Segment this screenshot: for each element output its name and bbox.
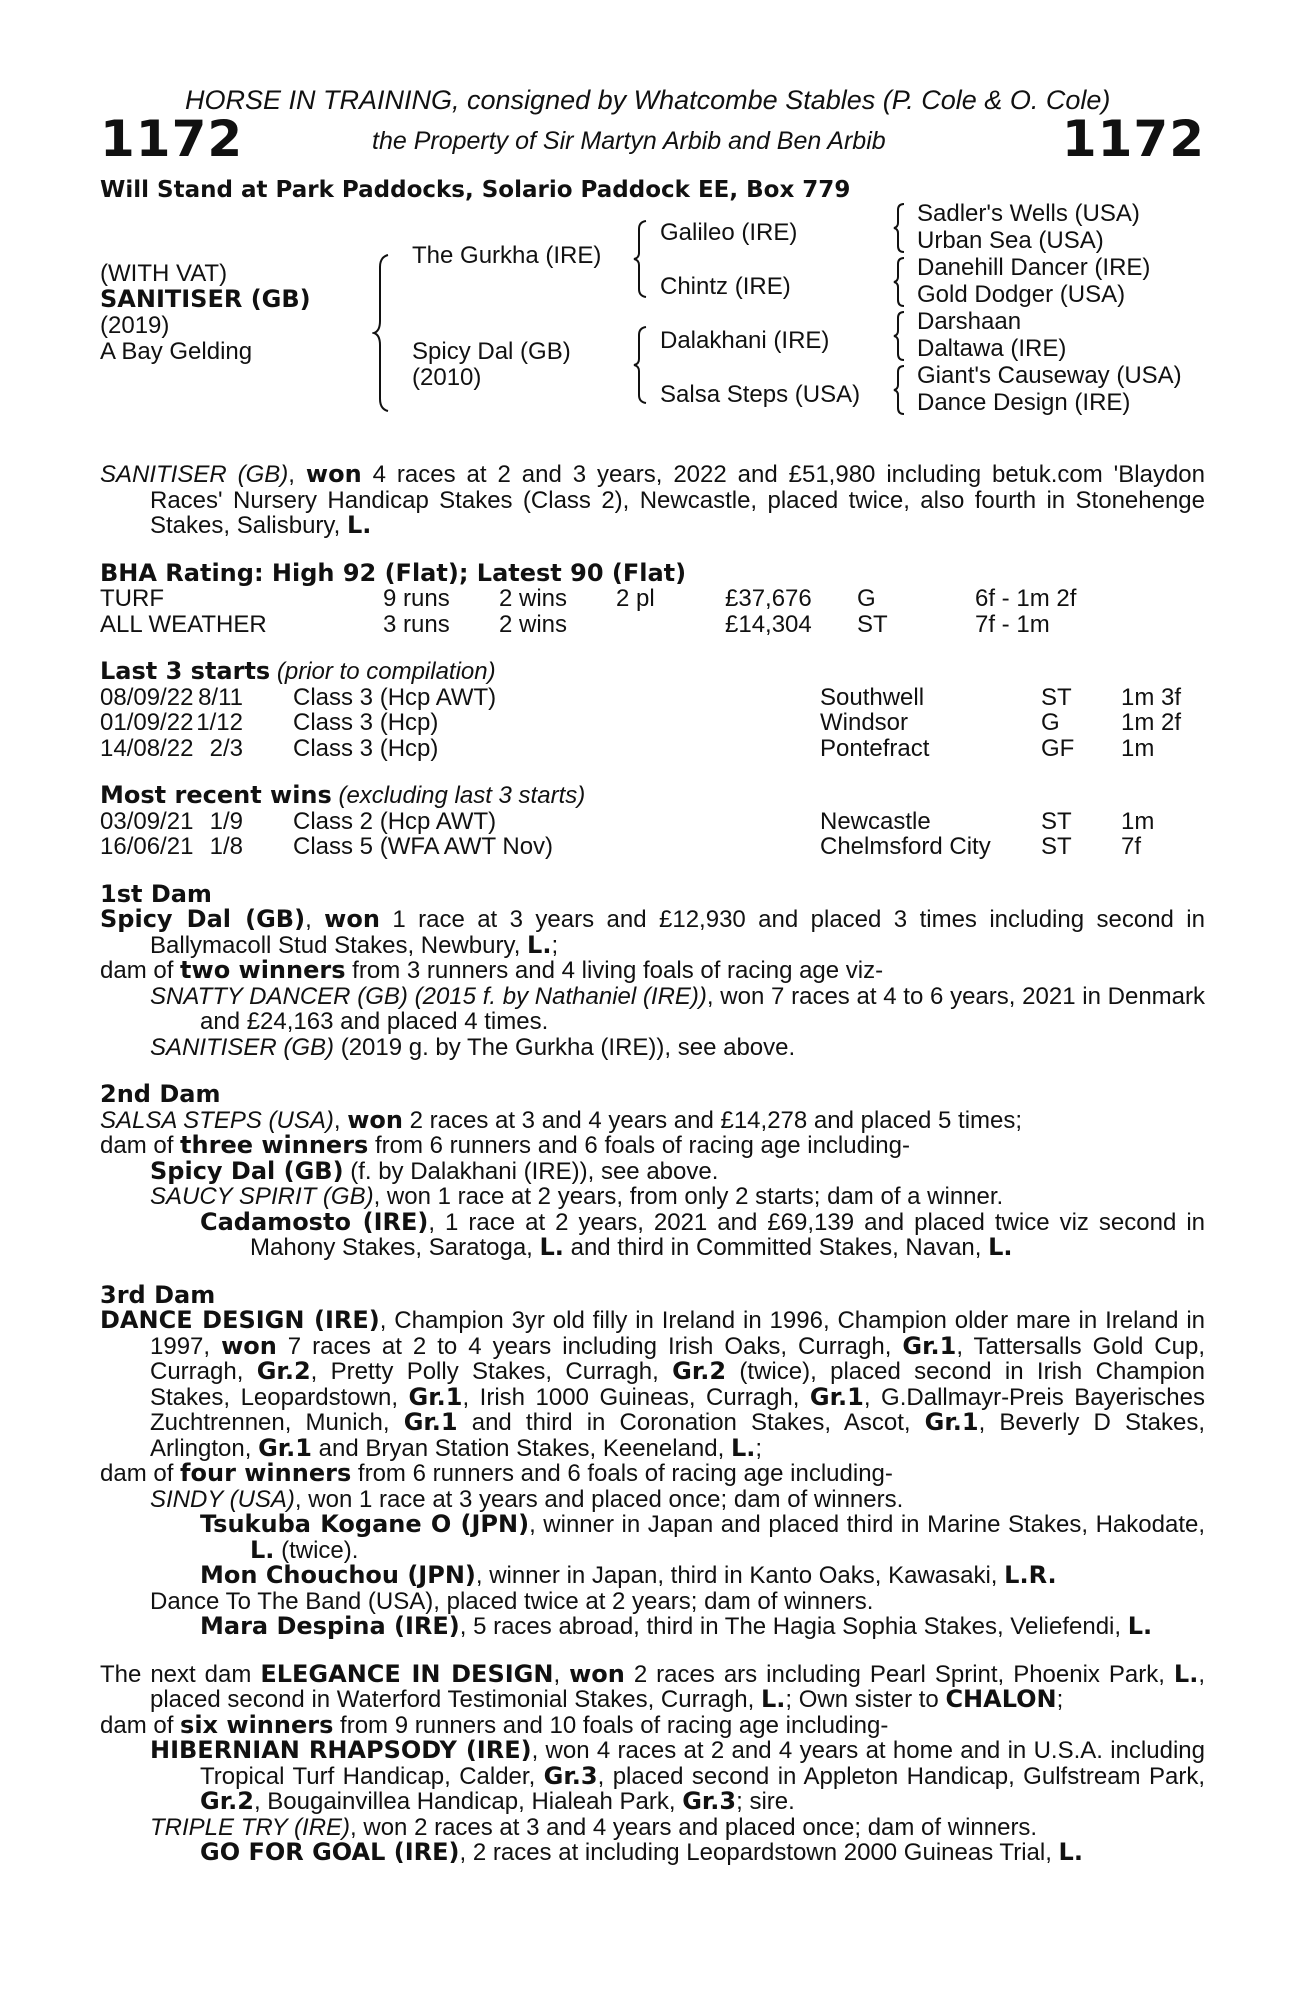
summary-listed: L. [346,511,372,539]
grade-label: Gr.1 [258,1433,312,1462]
bha-going: G [857,585,876,612]
progeny-record: , won 1 race at 2 years, from only 2 starts; dam of a winner. [373,1183,1004,1210]
winners-count: six winners [180,1710,334,1739]
body-text [100,462,1205,1866]
punct: , [333,1106,348,1134]
progeny-name: SNATTY DANCER (GB) (2015 f. by Nathaniel (IRE)) [150,982,707,1010]
win-position: 1/8 [209,833,243,860]
recent-wins-note: (excluding last 3 starts) [331,782,586,809]
start-date: 01/09/22 [100,709,194,736]
property-line: the Property of Sir Martyn Arbib and Ben Arbib [372,127,886,155]
grade-label: Gr.1 [403,1408,458,1436]
win-row [100,834,1205,860]
grand-progeny-name: Mon Chouchou (JPN) [200,1561,476,1589]
last-starts-note: (prior to compilation) [270,658,496,685]
grade-label: Gr.2 [200,1787,254,1815]
bha-placed: 2 pl [616,585,655,612]
start-row [100,685,1205,711]
start-distance: 1m 3f [1121,683,1182,711]
listed-label: L. [1173,1659,1199,1688]
foals-summary: from 6 runners and 6 foals of racing age including- [351,1460,893,1487]
brace-g3 [892,310,908,362]
sister-name: CHALON [945,1685,1057,1713]
listed-label: L. [1127,1612,1153,1640]
bha-title: BHA Rating: High 92 (Flat); Latest 90 (Flat) [100,558,687,587]
start-class: Class 3 (Hcp AWT) [293,683,497,711]
stand-location: Will Stand at Park Paddocks, Solario Paddock EE, Box 779 [100,177,851,203]
progeny-name: Spicy Dal (GB) [150,1156,344,1185]
summary-text: 4 races at 2 and 3 years, 2022 and £51,980 including betuk.com 'Blaydon Races' Nursery Handicap Stakes (Class 2), Newcastle, placed twice, also fourth in Stonehenge Stakes, Salisbury, [150,461,1205,539]
grade-label: Gr.3 [682,1787,737,1815]
grand-progeny-name: Mara Despina (IRE) [200,1612,460,1640]
progeny-record: , winner in Japan, third in Kanto Oaks, Kawasaki, [475,1562,1005,1589]
horse-name: SANITISER (GB) [100,285,311,313]
bha-prize: £14,304 [725,610,812,638]
win-date: 16/06/21 [100,833,194,860]
second-dam-record: 2 races at 3 and 4 years and £14,278 and placed 5 times; [402,1106,1023,1134]
punct: ; [551,931,559,959]
start-going: ST [1041,683,1072,711]
win-course: Newcastle [820,807,931,835]
record-text: (twice), placed second in Irish Champion Stakes, Leopardstown, [150,1358,1206,1411]
start-date: 08/09/22 [100,683,194,711]
summary-horse-name: SANITISER (GB) [100,461,289,488]
third-dam-title: 3rd Dam [100,1280,216,1309]
progeny-record: (2019 g. by The Gurkha (IRE)), see above. [334,1033,796,1061]
foals-summary: from 6 runners and 6 foals of racing age including- [368,1132,910,1159]
progeny-name: SAUCY SPIRIT (GB) [150,1183,374,1210]
bha-surface: ALL WEATHER [100,610,267,638]
pedigree-g-sdd: Gold Dodger (USA) [917,281,1126,308]
progeny-record: , winner in Japan and placed third in Marine Stakes, Hakodate, [529,1511,1205,1538]
second-dam-title: 2nd Dam [100,1080,221,1108]
record-text: , Pretty Polly Stakes, Curragh, [310,1358,673,1385]
listed-label: L. [250,1535,275,1564]
start-class: Class 3 (Hcp) [293,709,439,736]
bha-runs: 9 runs [383,585,450,612]
pedigree-g-dsd: Daltawa (IRE) [917,335,1067,362]
foals-summary: from 9 runners and 10 foals of racing age including- [333,1711,889,1739]
lot-number-left: 1172 [100,110,244,168]
progeny-record: , 1 race at 2 years, 2021 and £69,139 and placed twice viz second in Mahony Stakes, Saratoga, [250,1208,1205,1261]
record-text: , G.Dallmayr-Preis Bayerisches Zuchtrennen, Munich, [150,1383,1205,1436]
record-text: , Tattersalls Gold Cup, Curragh, [150,1332,1205,1385]
win-going: ST [1041,833,1072,860]
start-going: G [1041,709,1060,736]
last-starts-title: Last 3 starts [100,657,271,685]
progeny-record: , 5 races abroad, third in The Hagia Sophia Stakes, Veliefendi, [459,1613,1128,1640]
bha-wins: 2 wins [499,610,568,638]
dam-of-label: dam of [100,957,181,984]
start-row [100,710,1205,736]
record-text: and Bryan Station Stakes, Keeneland, [312,1434,731,1462]
win-course: Chelmsford City [820,833,991,860]
record-text: , placed second in Waterford Testimonial Stakes, Curragh, [150,1660,1205,1713]
consignor-line: HORSE IN TRAINING, consigned by Whatcombe Stables (P. Cole & O. Cole) [185,85,1111,115]
progeny-name: TRIPLE TRY (IRE) [150,1813,351,1841]
grade-label: Gr.1 [902,1331,957,1360]
progeny-record: Dance To The Band (USA), placed twice at 2 years; dam of winners. [150,1587,874,1615]
listed-label: L. [988,1233,1013,1261]
grade-label: Gr.1 [924,1408,979,1436]
pedigree-sire-dam: Chintz (IRE) [660,273,791,300]
punct: ; [1056,1686,1064,1713]
pedigree-g-dds: Giant's Causeway (USA) [917,362,1182,389]
start-row [100,736,1205,762]
win-class: Class 5 (WFA AWT Nov) [293,833,554,860]
punct: , [553,1660,570,1688]
grade-label: Gr.3 [543,1761,598,1790]
win-row [100,809,1205,835]
start-distance: 1m 2f [1121,709,1182,736]
listed-label: L. [539,1233,564,1261]
pedigree-g-dss: Darshaan [917,308,1022,335]
next-dam-section [100,1659,1205,1866]
brace-sire-parents [632,219,650,299]
progeny-record: , won 4 races at 2 and 4 years at home and in U.S.A. including Tropical Turf Handicap, Calder, [200,1737,1205,1790]
brace-g2 [892,256,908,308]
lot-number-right: 1172 [1061,110,1205,168]
first-dam-name: Spicy Dal (GB) [100,905,306,933]
win-distance: 7f [1121,833,1142,860]
progeny-name: SINDY (USA) [150,1485,295,1513]
horse-year: (2019) [100,312,170,339]
third-dam-name: DANCE DESIGN (IRE) [100,1306,380,1334]
listed-label: L.R. [1004,1561,1057,1589]
grade-label: Gr.1 [408,1382,463,1411]
progeny-record: and third in Committed Stakes, Navan, [563,1234,989,1261]
winners-count: four winners [180,1459,352,1487]
win-going: ST [1041,807,1072,835]
progeny-name: SANITISER (GB) [150,1033,335,1061]
record-text: , Beverly D Stakes, Arlington, [150,1409,1205,1462]
vat-label: (WITH VAT) [100,260,228,287]
progeny-record: , 2 races at including Leopardstown 2000 Guineas Trial, [459,1839,1059,1866]
dam-of-label: dam of [100,1460,181,1487]
bha-wins: 2 wins [499,585,568,612]
start-course: Southwell [820,683,925,711]
start-position: 1/12 [196,709,243,736]
progeny-record: (twice). [274,1536,359,1564]
won-label: won [347,1105,403,1134]
record-text: , Irish 1000 Guineas, Curragh, [462,1383,810,1411]
pedigree-sire: The Gurkha (IRE) [412,242,602,269]
first-dam-record: 1 race at 3 years and £12,930 and placed 3 times including second in Ballymacoll Stud Stakes, Newbury, [150,906,1205,959]
brace-g1 [892,202,908,254]
record-text: 2 races ars including Pearl Sprint, Phoenix Park, [624,1660,1174,1688]
last-starts-section [100,659,1205,761]
bha-surface: TURF [100,585,164,612]
start-distance: 1m [1121,734,1155,762]
pedigree-dam: Spicy Dal (GB) [412,338,571,365]
win-distance: 1m [1121,807,1155,835]
bha-distance: 6f - 1m 2f [975,585,1077,612]
start-position: 8/11 [198,683,243,711]
start-class: Class 3 (Hcp) [293,734,439,762]
won-label: won [221,1331,277,1360]
pedigree-g-ddd: Dance Design (IRE) [917,389,1131,416]
pedigree-g-sds: Danehill Dancer (IRE) [917,254,1151,281]
grade-label: Gr.2 [672,1357,727,1385]
listed-label: L. [730,1433,756,1462]
second-dam-section [100,1082,1205,1261]
bha-row-turf [100,586,1205,612]
record-text: ; Own sister to [785,1686,946,1713]
listed-label: L. [1058,1838,1083,1866]
brace-sire-dam [372,253,392,413]
pedigree-block [100,200,1205,505]
grand-progeny-name: Cadamosto (IRE) [200,1207,429,1236]
progeny-record: , placed second in Appleton Handicap, Gulfstream Park, [597,1762,1205,1790]
record-text: and third in Coronation Stakes, Ascot, [457,1409,925,1436]
grand-progeny-name: GO FOR GOAL (IRE) [200,1838,460,1866]
progeny-record: , won 1 race at 3 years and placed once; dam of winners. [294,1485,904,1513]
pedigree-dam-sire: Dalakhani (IRE) [660,327,830,354]
next-dam-name: ELEGANCE IN DESIGN [260,1659,554,1688]
pedigree-sire-sire: Galileo (IRE) [660,219,798,246]
second-dam-name: SALSA STEPS (USA) [100,1106,334,1134]
progeny-name: HIBERNIAN RHAPSODY (IRE) [150,1736,532,1764]
win-class: Class 2 (Hcp AWT) [293,807,497,835]
summary-won: won [305,460,362,488]
dam-of-label: dam of [100,1711,181,1739]
recent-wins-section [100,783,1205,860]
dam-of-label: dam of [100,1132,181,1159]
progeny-record: , Bougainvillea Handicap, Hialeah Park, [253,1788,683,1815]
won-label: won [569,1659,625,1688]
recent-wins-title: Most recent wins [100,781,332,809]
grade-label: Gr.2 [256,1357,311,1385]
bha-row-aw [100,612,1205,638]
start-course: Windsor [820,709,909,736]
listed-label: L. [527,930,552,959]
bha-prize: £37,676 [725,585,812,612]
brace-g4 [892,364,908,416]
pedigree-g-ssd: Urban Sea (USA) [917,227,1104,254]
punct: ; [755,1434,763,1462]
progeny-record: , won 7 races at 4 to 6 years, 2021 in Denmark and £24,163 and placed 4 times. [200,982,1206,1035]
start-course: Pontefract [820,734,930,762]
bha-section [100,558,1205,638]
race-summary: SANITISER (GB), won 4 races at 2 and 3 years, 2022 and £51,980 including betuk.com 'Blaydon Races' Nursery Handicap Stakes (Class 2), Newcastle, placed twice, also fourth in Stonehenge Stakes, Salisbury, L. [100,460,1205,539]
record-text: 7 races at 2 to 4 years including Irish Oaks, Curragh, [276,1332,903,1360]
pedigree-dam-year: (2010) [412,364,482,391]
record-text: , Champion 3yr old filly in Ireland in 1996, Champion older mare in Ireland in 1997, [150,1307,1205,1360]
progeny-record: ; sire. [736,1788,795,1815]
grade-label: Gr.1 [809,1382,864,1411]
first-dam-title: 1st Dam [100,879,212,908]
third-dam-section [100,1280,1206,1640]
start-going: GF [1041,734,1075,762]
bha-distance: 7f - 1m [975,610,1050,638]
brace-dam-parents [632,325,650,405]
pedigree-dam-dam: Salsa Steps (USA) [660,381,861,408]
winners-count: two winners [180,956,346,984]
progeny-record: , won 2 races at 3 and 4 years and placed once; dam of winners. [350,1813,1038,1841]
bha-going: ST [857,610,888,638]
start-position: 2/3 [209,734,243,762]
won-label: won [324,905,380,933]
bha-runs: 3 runs [383,610,450,638]
win-date: 03/09/21 [100,807,194,835]
start-date: 14/08/22 [100,734,194,762]
first-dam-section: 1st Dam Spicy Dal (GB), won 1 race at 3 years and £12,930 and placed 3 times including second in Ballymacoll Stud Stakes, Newbury, L.; dam of two winners from 3 runners and 4 living foals of racing age viz- SNATTY DANCER (GB) (2015 f. by Nathaniel (IRE)), won 7 races at 4 to 6 years, 2021 in Denmark and £24,163 and placed 4 times. SANITISER (GB) (2019 g. by The Gurkha (IRE)), see above. [100,879,1206,1061]
foals-summary: from 3 runners and 4 living foals of racing age viz- [345,957,884,984]
horse-description: A Bay Gelding [100,338,253,365]
listed-label: L. [760,1685,786,1713]
winners-count: three winners [180,1131,369,1159]
next-dam-label: The next dam [100,1660,261,1688]
win-position: 1/9 [209,807,243,835]
pedigree-g-sss: Sadler's Wells (USA) [917,200,1140,227]
grand-progeny-name: Tsukuba Kogane O (JPN) [200,1510,530,1538]
progeny-record: (f. by Dalakhani (IRE)), see above. [343,1157,719,1185]
